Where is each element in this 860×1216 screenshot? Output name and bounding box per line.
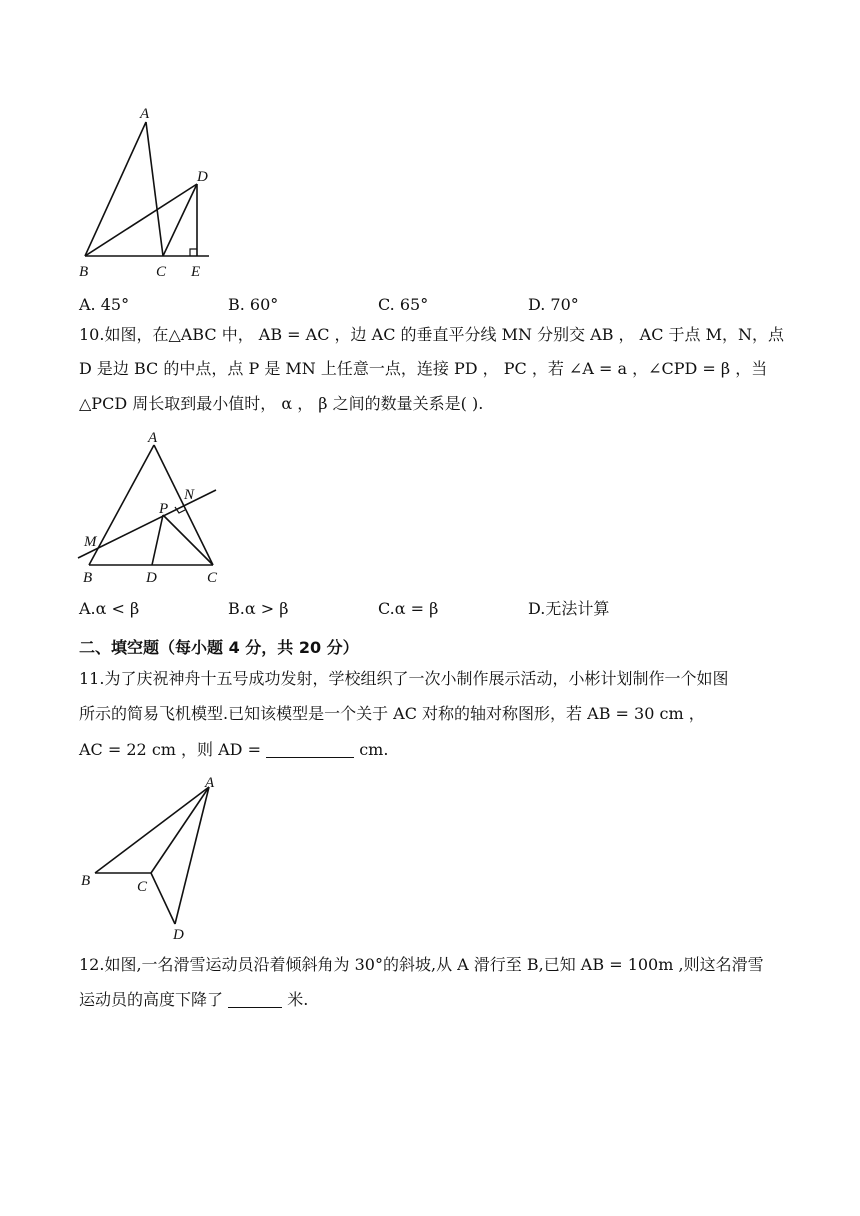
q10-figure <box>75 425 235 590</box>
q10-label-p: P <box>159 501 169 517</box>
q10-option-d[interactable]: D.无法计算 <box>528 599 610 618</box>
q9-segment-ac <box>146 122 163 256</box>
q9-option-a[interactable]: A. 45° <box>79 295 130 314</box>
q11-label-b: B <box>81 873 91 889</box>
q9-label-b: B <box>79 264 89 280</box>
q12-answer-blank[interactable] <box>228 991 282 1008</box>
q11-segment-ab <box>95 787 209 873</box>
q11-answer-blank[interactable] <box>266 741 354 758</box>
q11-label-d: D <box>173 927 184 943</box>
q10-label-n: N <box>184 487 195 503</box>
q10-segment-pc <box>163 515 213 565</box>
q9-triangle-diagram <box>70 100 220 285</box>
q12-line-2-suffix: 米. <box>287 990 309 1009</box>
q12-text-line-1: 12.如图,一名滑雪运动员沿着倾斜角为 30°的斜坡,从 A 滑行至 B,已知 AB = 100m ,则这名滑雪 <box>79 955 764 974</box>
q9-label-c: C <box>156 264 167 280</box>
q10-label-c: C <box>207 570 218 586</box>
q12-line-2-prefix: 运动员的高度下降了 <box>79 990 224 1009</box>
q11-segment-ad <box>175 787 209 924</box>
q9-right-angle-mark <box>190 249 197 256</box>
q11-text-line-2: 所示的简易飞机模型.已知该模型是一个关于 AC 对称的轴对称图形，若 AB = 30 cm ， <box>79 704 705 723</box>
section-fill-in-title: 二、填空题（每小题 4 分，共 20 分） <box>79 638 359 657</box>
q9-option-c[interactable]: C. 65° <box>378 295 429 314</box>
q11-segment-cd <box>151 873 175 924</box>
q9-label-a: A <box>140 106 150 122</box>
q11-text-line-1: 11.为了庆祝神舟十五号成功发射，学校组织了一次小制作展示活动，小彬计划制作一个如图 <box>79 669 729 688</box>
q11-text-line-3 <box>79 740 388 760</box>
q10-text-line-1: 10.如图，在△ABC 中， AB = AC ，边 AC 的垂直平分线 MN 分别交 AB ， AC 于点 M，N，点 <box>79 325 784 344</box>
q11-airplane-diagram <box>75 770 235 945</box>
q11-segment-ac <box>151 787 209 873</box>
q11-label-c: C <box>137 879 148 895</box>
q12-text-line-2 <box>79 990 308 1010</box>
q11-line-3-prefix: AC = 22 cm ，则 AD = <box>79 740 262 759</box>
q10-option-c[interactable]: C.α = β <box>378 599 439 618</box>
q9-label-e: E <box>191 264 201 280</box>
q9-option-d[interactable]: D. 70° <box>528 295 579 314</box>
q10-triangle-diagram <box>75 425 235 590</box>
q9-label-d: D <box>197 169 208 185</box>
q10-option-b[interactable]: B.α > β <box>228 599 289 618</box>
q10-label-m: M <box>84 534 97 550</box>
q9-figure <box>70 100 220 285</box>
q9-option-b[interactable]: B. 60° <box>228 295 279 314</box>
q11-line-3-suffix: cm. <box>359 740 389 759</box>
q11-label-a: A <box>205 775 215 791</box>
q11-figure <box>75 770 235 945</box>
q10-label-d: D <box>146 570 157 586</box>
q10-label-b: B <box>83 570 93 586</box>
q10-option-a[interactable]: A.α < β <box>79 599 140 618</box>
q10-text-line-3: △PCD 周长取到最小值时， α ， β 之间的数量关系是( ). <box>79 394 484 413</box>
q10-segment-pd <box>152 515 163 565</box>
q10-text-line-2: D 是边 BC 的中点，点 P 是 MN 上任意一点，连接 PD ， PC ，若 ∠A = a ，∠CPD = β ，当 <box>79 359 768 378</box>
q10-label-a: A <box>148 430 158 446</box>
